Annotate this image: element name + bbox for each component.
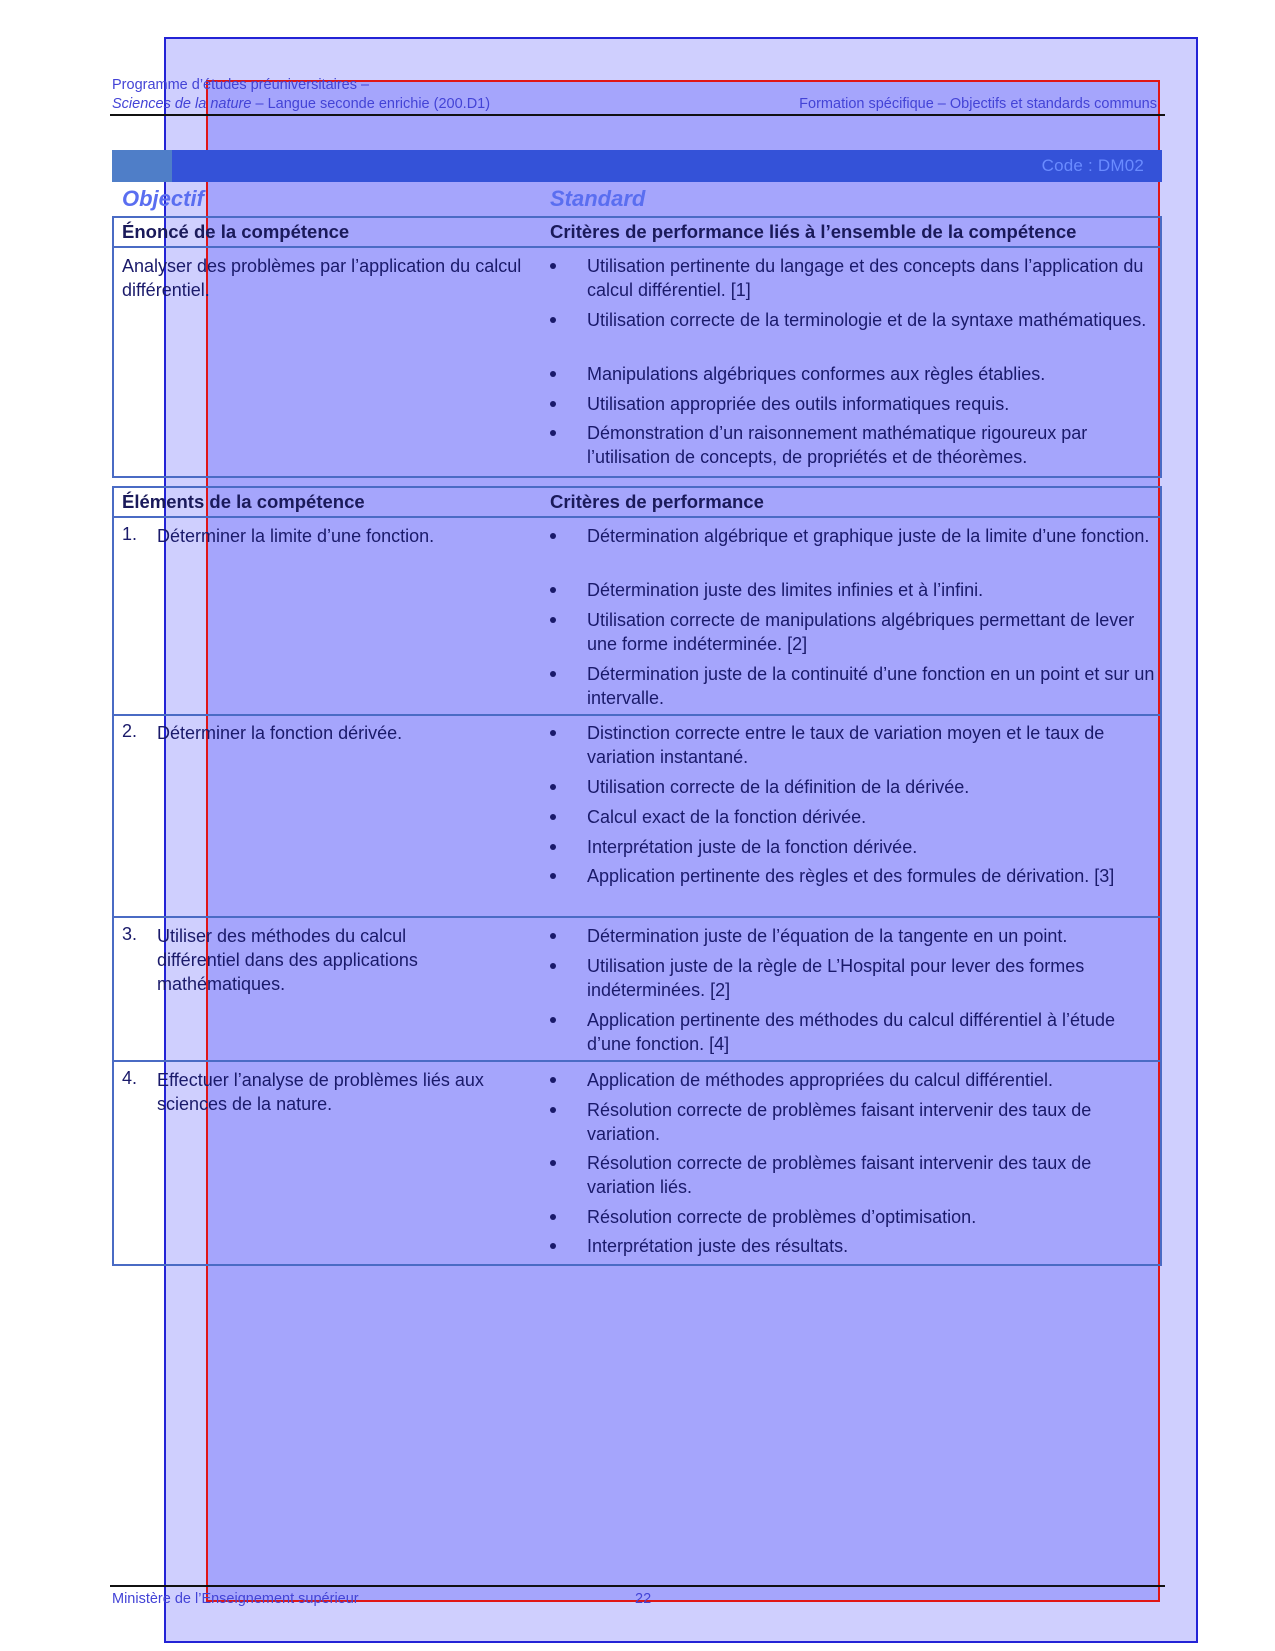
element-number: 3. xyxy=(122,924,138,944)
table-divider xyxy=(112,246,1162,248)
table-divider xyxy=(112,916,1162,918)
bullet-icon xyxy=(550,933,556,939)
element-number: 4. xyxy=(122,1068,138,1088)
table-divider xyxy=(112,714,1162,716)
table-divider xyxy=(112,516,1162,518)
header-section: Formation spécifique – Objectifs et standards communs xyxy=(799,96,1157,112)
bullet-icon xyxy=(550,784,556,790)
header-program-italic: Sciences de la nature xyxy=(112,96,252,112)
bullet-icon xyxy=(550,371,556,377)
objectif-heading: Objectif xyxy=(122,186,204,211)
bullet-icon xyxy=(550,617,556,623)
element-text: Effectuer l’analyse de problèmes liés aux sciences de la nature. xyxy=(157,1070,484,1114)
bullet-icon xyxy=(550,671,556,677)
bullet-icon xyxy=(550,587,556,593)
competence-statement: Analyser des problèmes par l’application du calcul différentiel. xyxy=(122,256,522,300)
table-divider xyxy=(112,1060,1162,1062)
bullet-icon xyxy=(550,963,556,969)
bullet-icon xyxy=(550,1017,556,1023)
bullet-icon xyxy=(550,1160,556,1166)
bullet-icon xyxy=(550,730,556,736)
bullet-icon xyxy=(550,1243,556,1249)
element-text: Utiliser des méthodes du calcul différentiel dans des applications mathématiques. xyxy=(157,926,418,994)
bullet-icon xyxy=(550,401,556,407)
bullet-icon xyxy=(550,814,556,820)
header-program-rest: – Langue seconde enrichie (200.D1) xyxy=(251,96,491,112)
standard-heading: Standard xyxy=(550,186,646,211)
page-number: 22 xyxy=(635,1591,652,1607)
header-divider xyxy=(110,114,1165,116)
element-number: 1. xyxy=(122,524,138,544)
footer-divider xyxy=(110,1585,1165,1587)
competence-statement-header: Énoncé de la compétence xyxy=(122,221,350,242)
header-program-name xyxy=(112,96,490,112)
bullet-icon xyxy=(550,1077,556,1083)
element-text: Déterminer la fonction dérivée. xyxy=(157,723,403,743)
element-text: Déterminer la limite d’une fonction. xyxy=(157,526,435,546)
element-number: 2. xyxy=(122,721,138,741)
bullet-icon xyxy=(550,263,556,269)
bullet-icon xyxy=(550,844,556,850)
elements-header: Éléments de la compétence xyxy=(122,491,365,512)
bullet-icon xyxy=(550,430,556,436)
competency-code: Code : DM02 xyxy=(1041,156,1144,175)
document-page: Programme d’études préuniversitaires – Sciences de la nature – Langue seconde enrichie (200.D1) Formation spécifique – Objectifs et standards communs Code : DM02 Objectif Standard Énoncé de la compétence Critères de performance liés à l’ensemble de la compétence Analyser des problèmes par l’application du calcul différentiel. Utilisation pertinente du langage et des concepts dans l’application du calcul différentiel. [1] Utilisation correcte de la terminologie et de la syntaxe mathématiques. Manipulations algébriques conformes aux règles établies. Utilisation appropriée des outils informatiques requis. Démonstration d’un raisonnement mathématique rigoureux par l’utilisation de concepts, de propriétés et de théorèmes. Éléments de la compétence Critères de performance 1. Déterminer la limite d’une fonction. Détermination algébrique et graphique juste de la limite d’une fonction. Détermination juste des limites infinies et à l’infini. Utilisation correcte de manipulations algébriques permettant de lever une forme indéterminée. [2] Détermination juste de la continuité d’une fonction en un point et sur un intervalle. 2. Déterminer la fonction dérivée. Distinction correcte entre le taux de variation moyen et le taux de variation instantané. Utilisation correcte de la définition de la dérivée. Calcul exact de la fonction dérivée. Interprétation juste de la fonction dérivée. Application pertinente des règles et des formules de dérivation. [3] 3. Utiliser des méthodes du calcul différentiel dans des applications mathématiques. Détermination juste de l’équation de la tangente en un point. Utilisation juste de la règle de L’Hospital pour lever des formes indéterminées. [2] Application pertinente des méthodes du calcul différentiel à l’étude d’une fonction. [4] 4. Effectuer l’analyse de problèmes liés aux sciences de la nature. Application de méthodes appropriées du calcul différentiel. Résolution correcte de problèmes faisant intervenir des taux de variation. Résolution correcte de problèmes faisant intervenir des taux de variation liés. Résolution correcte de problèmes d’optimisation. Interprétation juste des résultats. Ministère de l’Enseignement supérieur 22 xyxy=(0,0,1275,1651)
footer-ministry: Ministère de l’Enseignement supérieur xyxy=(112,1591,359,1607)
bullet-icon xyxy=(550,317,556,323)
competence-criteria-header: Critères de performance liés à l’ensemble de la compétence xyxy=(550,221,1077,242)
bullet-icon xyxy=(550,1214,556,1220)
elements-criteria-header: Critères de performance xyxy=(550,491,764,512)
bullet-icon xyxy=(550,1107,556,1113)
bullet-icon xyxy=(550,873,556,879)
bullet-icon xyxy=(550,533,556,539)
header-program: Programme d’études préuniversitaires – xyxy=(112,77,370,93)
code-banner xyxy=(112,150,1162,182)
